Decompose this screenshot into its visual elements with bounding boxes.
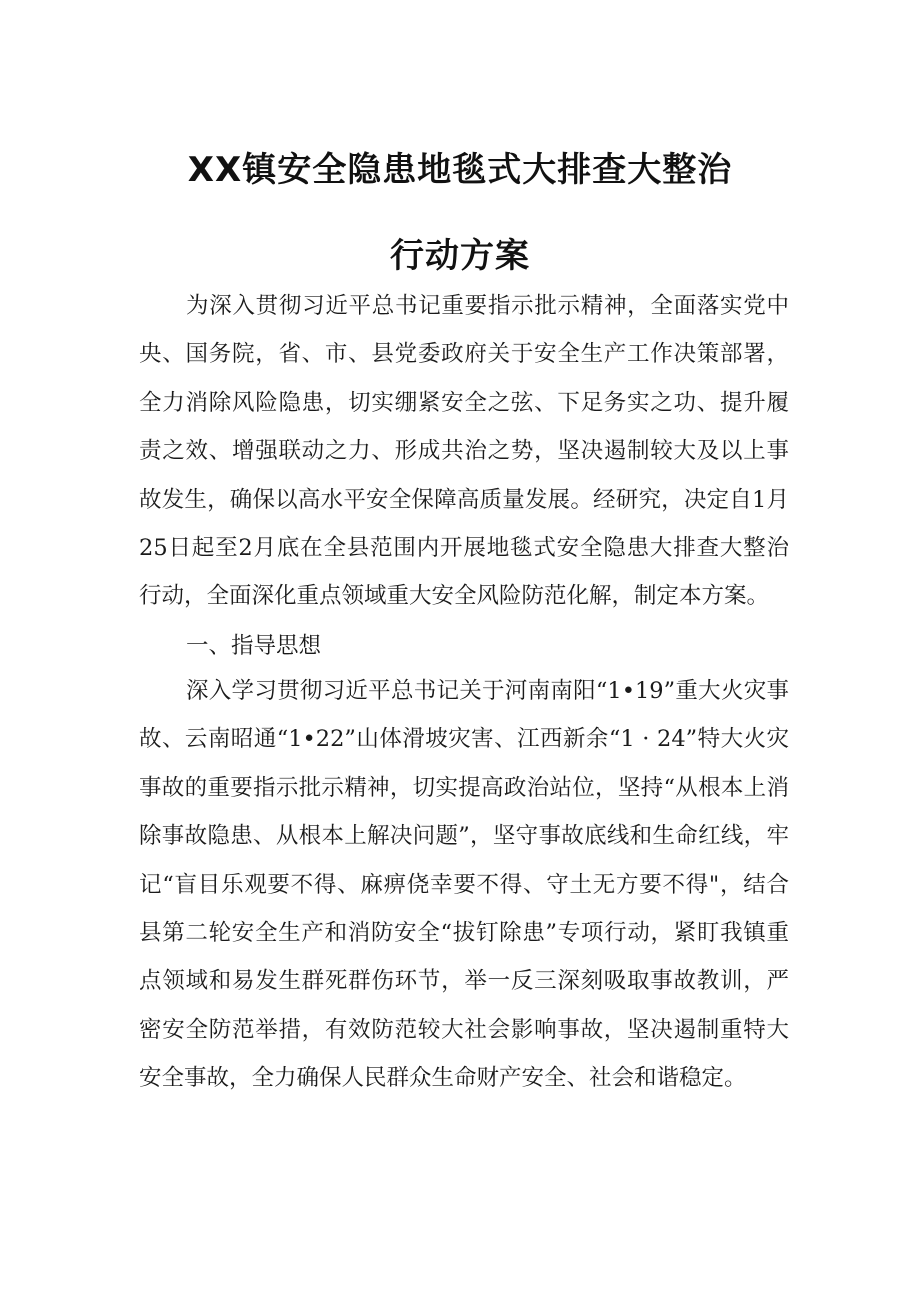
guiding-ideology-paragraph: 深入学习贯彻习近平总书记关于河南南阳“1•19”重大火灾事故、云南昭通“1•22”山体滑坡灾害、江西新余“1 · 24”特大火灾事故的重要指示批示精神，切实提高政治站位，坚持“从根本上消除事故隐患、从根本上解决问题”，坚守事故底线和生命红线，牢记“盲目乐观要不得、麻痹侥幸要不得、守土无方要不得"，结合县第二轮安全生产和消防安全“拔钉除患”专项行动，紧盯我镇重点领域和易发生群死群伤环节，举一反三深刻吸取事故教训，严密安全防范举措，有效防范较大社会影响事故，坚决遏制重特大安全事故，全力确保人民群众生命财产安全、社会和谐稳定。: [139, 678, 789, 1092]
section-heading-guiding-ideology: 一、指导思想: [186, 633, 322, 659]
document-title-line1: XX镇安全隐患地毯式大排查大整治: [187, 150, 733, 190]
document-title-line2: 行动方案: [390, 236, 530, 276]
intro-paragraph: 为深入贯彻习近平总书记重要指示批示精神，全面落实党中央、国务院，省、市、县党委政府关于安全生产工作决策部署，全力消除风险隐患，切实绷紧安全之弦、下足务实之功、提升履责之效、增强联动之力、形成共治之势，坚决遏制较大及以上事故发生，确保以高水平安全保障高质量发展。经研究，决定自1月25日起至2月底在全县范围内开展地毯式安全隐患大排查大整治行动，全面深化重点领域重大安全风险防范化解，制定本方案。: [139, 293, 789, 610]
